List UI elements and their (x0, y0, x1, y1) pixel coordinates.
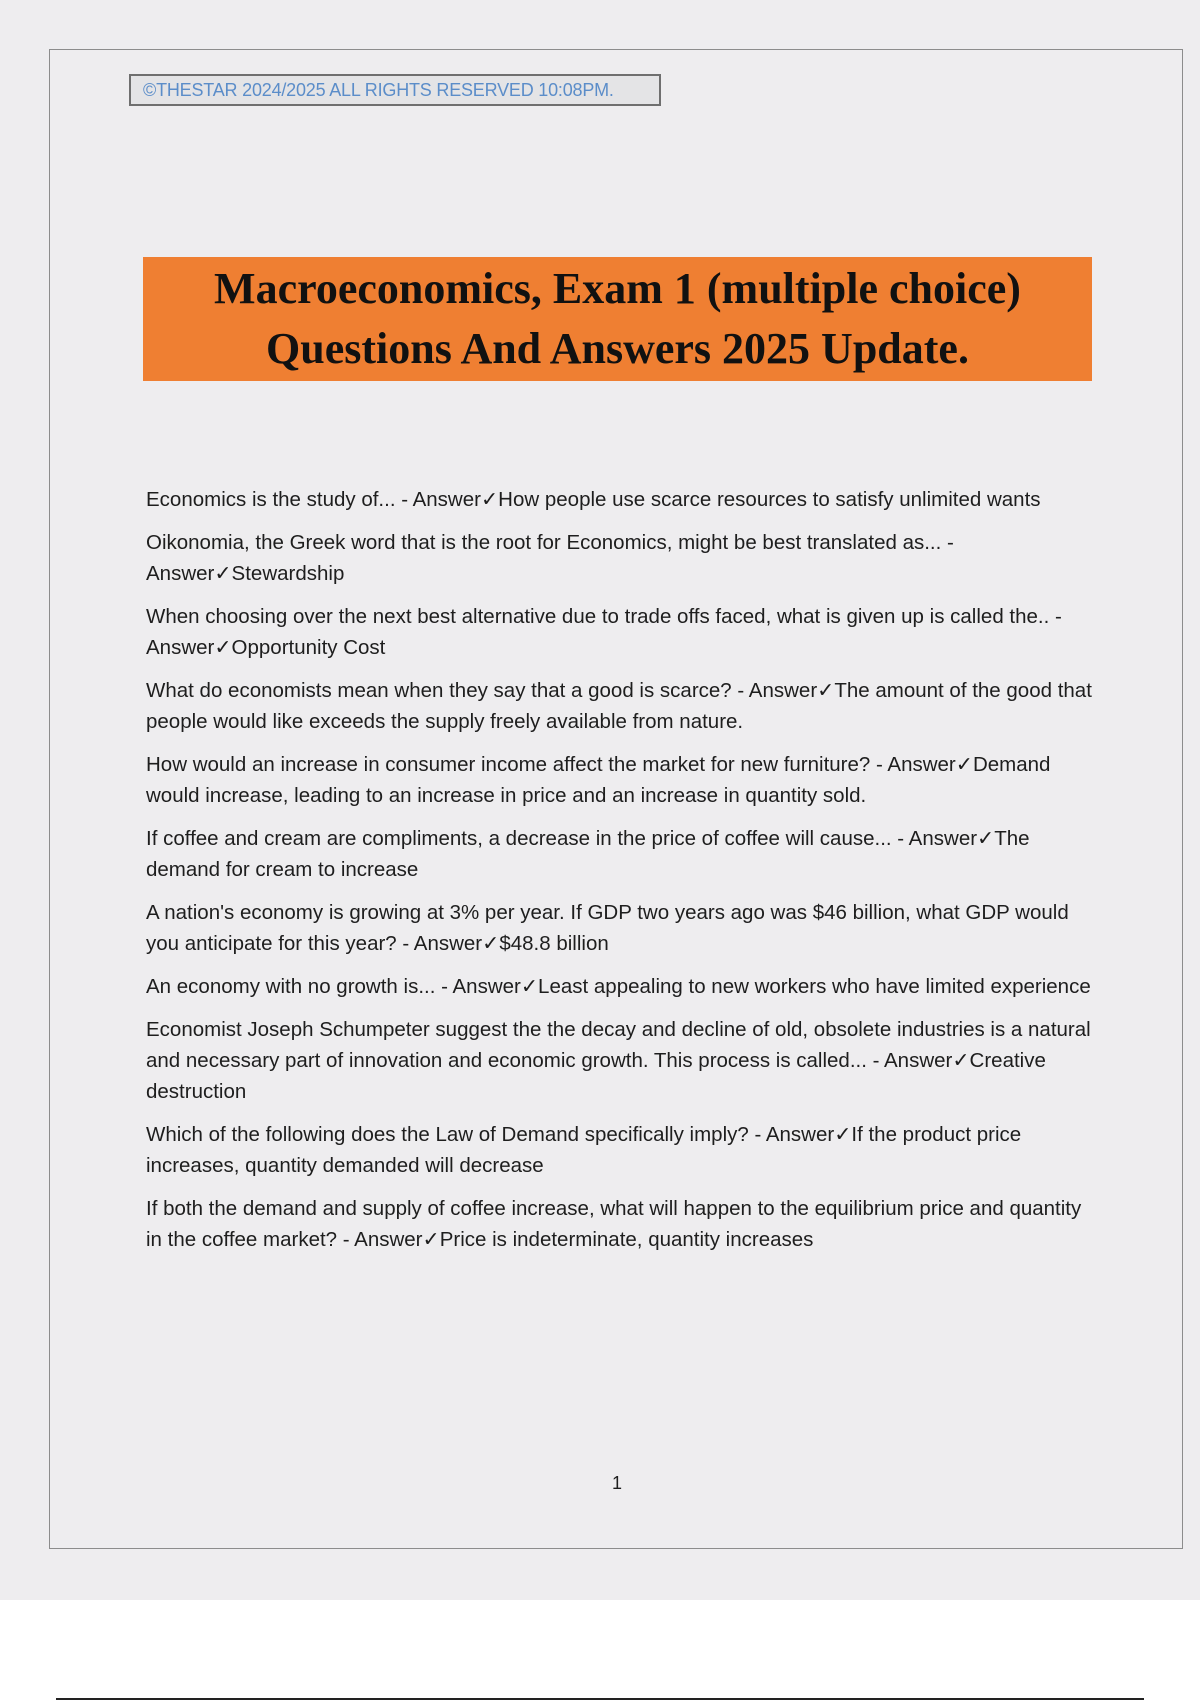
qa-item (146, 1014, 1096, 1107)
qa-answer: Opportunity Cost (231, 636, 386, 659)
qa-item (146, 749, 1096, 811)
qa-item (146, 601, 1096, 663)
qa-item (146, 484, 1096, 515)
qa-question: Economist Joseph Schumpeter suggest the the decay and decline of old, obsolete industries is a natural and necessary part of innovation and economic growth. This process is called... - Answer✓ (146, 1018, 1091, 1072)
qa-question: What do economists mean when they say that a good is scarce? - Answer✓ (146, 679, 835, 702)
qa-question: Oikonomia, the Greek word that is the root for Economics, might be best translated as... - Answer✓ (146, 531, 954, 585)
qa-answer: The amount of the good that people would like exceeds the supply freely available from nature. (146, 679, 1092, 733)
copyright-notice: ©THESTAR 2024/2025 ALL RIGHTS RESERVED 10:08PM. (129, 74, 661, 106)
qa-question: An economy with no growth is... - Answer✓ (146, 975, 539, 998)
qa-answer: Demand would increase, leading to an increase in price and an increase in quantity sold. (146, 753, 1051, 807)
qa-answer: How people use scarce resources to satisfy unlimited wants (498, 488, 1041, 511)
title-line-2: Questions And Answers 2025 Update. (266, 324, 969, 373)
title-line-1: Macroeconomics, Exam 1 (multiple choice) (214, 264, 1021, 313)
qa-question: Which of the following does the Law of Demand specifically imply? - Answer✓ (146, 1123, 852, 1146)
qa-item (146, 971, 1096, 1002)
qa-question: If coffee and cream are compliments, a decrease in the price of coffee will cause... - Answer✓ (146, 827, 995, 850)
qa-item (146, 823, 1096, 885)
qa-question: Economics is the study of... - Answer✓ (146, 488, 499, 511)
qa-item (146, 527, 1096, 589)
title-banner (143, 257, 1092, 381)
qa-answer: Least appealing to new workers who have limited experience (538, 975, 1091, 998)
qa-question: When choosing over the next best alternative due to trade offs faced, what is given up is called the.. - Answer✓ (146, 605, 1062, 659)
qa-item (146, 1193, 1096, 1255)
qa-question: If both the demand and supply of coffee increase, what will happen to the equilibrium price and quantity in the coffee market? - Answer✓ (146, 1197, 1082, 1251)
qa-list (146, 484, 1096, 1267)
qa-answer: If the product price increases, quantity demanded will decrease (146, 1123, 1022, 1177)
qa-answer: Stewardship (231, 562, 345, 585)
qa-answer: Price is indeterminate, quantity increases (439, 1228, 814, 1251)
qa-question: How would an increase in consumer income affect the market for new furniture? - Answer✓ (146, 753, 973, 776)
qa-item (146, 675, 1096, 737)
page-number: 1 (611, 1473, 622, 1493)
qa-item (146, 897, 1096, 959)
qa-question: A nation's economy is growing at 3% per year. If GDP two years ago was $46 billion, what GDP would you anticipate for this year? - Answer✓ (146, 901, 1069, 955)
qa-item (146, 1119, 1096, 1181)
qa-answer: The demand for cream to increase (146, 827, 1030, 881)
qa-answer: Creative destruction (146, 1049, 1046, 1103)
qa-answer: $48.8 billion (499, 932, 609, 955)
